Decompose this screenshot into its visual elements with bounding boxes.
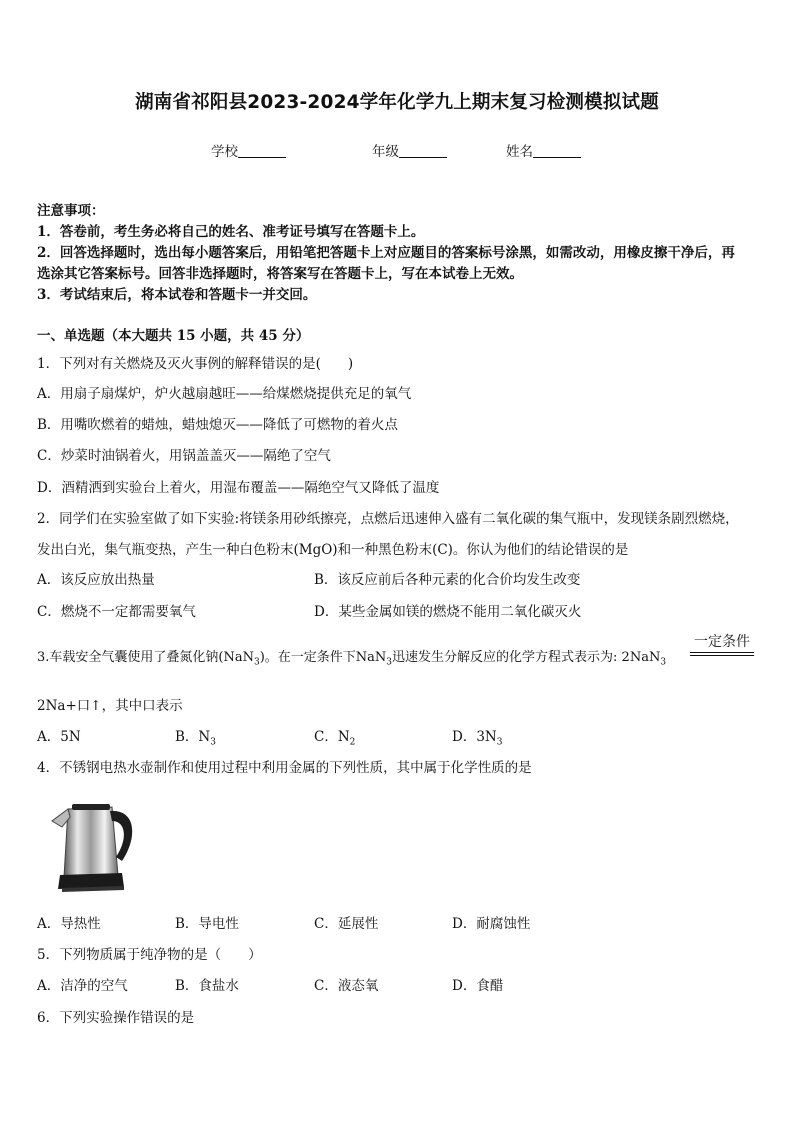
q2-option-a[interactable]: A．该反应放出热量	[37, 572, 155, 588]
reaction-condition	[690, 634, 754, 656]
question-3-stem-cont: 2Na+口↑，其中口表示	[37, 698, 183, 714]
notice-item: 2．回答选择题时，选出每小题答案后，用铅笔把答题卡上对应题目的答案标号涂黑，如需改动，用橡皮擦干净后，再	[37, 245, 735, 261]
q5-option-c[interactable]: C．液态氧	[314, 978, 379, 994]
q4-option-a[interactable]: A．导热性	[37, 916, 101, 932]
q5-option-a[interactable]: A．洁净的空气	[37, 978, 128, 994]
question-3-stem: 3.车载安全气囊使用了叠氮化钠(NaN$_3$)。在一定条件下NaN$_3$迅速发生分解反应的化学方程式表示为: 2NaN$_3$	[37, 650, 667, 668]
name-field[interactable]: 姓名	[506, 140, 581, 160]
q5-option-b[interactable]: B．食盐水	[175, 978, 239, 994]
notice-item: 选涂其它答案标号。回答非选择题时，将答案写在答题卡上，写在本试卷上无效。	[37, 266, 523, 282]
grade-blank[interactable]	[399, 143, 447, 158]
section-heading: 一、单选题（本大题共 15 小题，共 45 分）	[37, 328, 310, 344]
school-field[interactable]: 学校	[211, 140, 286, 160]
q4-option-d[interactable]: D．耐腐蚀性	[452, 916, 531, 932]
notice-heading: 注意事项：	[37, 203, 105, 219]
question-6-stem: 6．下列实验操作错误的是	[37, 1010, 195, 1026]
q2-option-d[interactable]: D．某些金属如镁的燃烧不能用二氧化碳灭火	[314, 604, 582, 620]
question-5-stem: 5．下列物质属于纯净物的是（ ）	[37, 947, 262, 963]
question-4-stem: 4．不锈钢电热水壶制作和使用过程中利用金属的下列性质，其中属于化学性质的是	[37, 760, 532, 776]
question-2-stem: 2．同学们在实验室做了如下实验:将镁条用砂纸擦亮，点燃后迅速伸入盛有二氧化碳的集气瓶中，发现镁条剧烈燃烧，	[37, 511, 739, 527]
q3-option-c[interactable]: C．$N_2$	[314, 729, 356, 748]
q2-option-b[interactable]: B．该反应前后各种元素的化合价均发生改变	[314, 572, 581, 588]
grade-field[interactable]: 年级	[372, 140, 447, 160]
q3-option-a[interactable]: A．5N	[37, 729, 81, 745]
q1-option-c[interactable]: C．炒菜时油锅着火，用锅盖盖灭——隔绝了空气	[37, 448, 331, 464]
q3-option-d[interactable]: D．$3N_3$	[452, 729, 503, 748]
page-title: 湖南省祁阳县2023-2024学年化学九上期末复习检测模拟试题	[135, 92, 659, 113]
q3-option-b[interactable]: B．$N_3$	[175, 729, 216, 748]
q1-option-b[interactable]: B．用嘴吹燃着的蜡烛，蜡烛熄灭——降低了可燃物的着火点	[37, 417, 398, 433]
q4-option-b[interactable]: B．导电性	[175, 916, 239, 932]
notice-item: 3．考试结束后，将本试卷和答题卡一并交回。	[37, 287, 317, 303]
equation-double-bar	[690, 652, 754, 656]
notice-item: 1．答卷前，考生务必将自己的姓名、准考证号填写在答题卡上。	[37, 224, 425, 240]
electric-kettle-image	[42, 797, 146, 897]
question-1-stem: 1．下列对有关燃烧及灭火事例的解释错误的是( )	[37, 356, 354, 372]
q5-option-d[interactable]: D．食醋	[452, 978, 504, 994]
q1-option-a[interactable]: A．用扇子扇煤炉，炉火越扇越旺——给煤燃烧提供充足的氧气	[37, 386, 412, 402]
question-2-stem-cont: 发出白光，集气瓶变热，产生一种白色粉末(MgO)和一种黑色粉末(C)。你认为他们的结论错误的是	[37, 542, 629, 558]
q4-option-c[interactable]: C．延展性	[314, 916, 379, 932]
q2-option-c[interactable]: C．燃烧不一定都需要氧气	[37, 604, 196, 620]
q1-option-d[interactable]: D．酒精洒到实验台上着火，用湿布覆盖——隔绝空气又降低了温度	[37, 480, 440, 496]
name-blank[interactable]	[533, 143, 581, 158]
school-blank[interactable]	[238, 143, 286, 158]
condition-label: 一定条件	[694, 634, 750, 650]
